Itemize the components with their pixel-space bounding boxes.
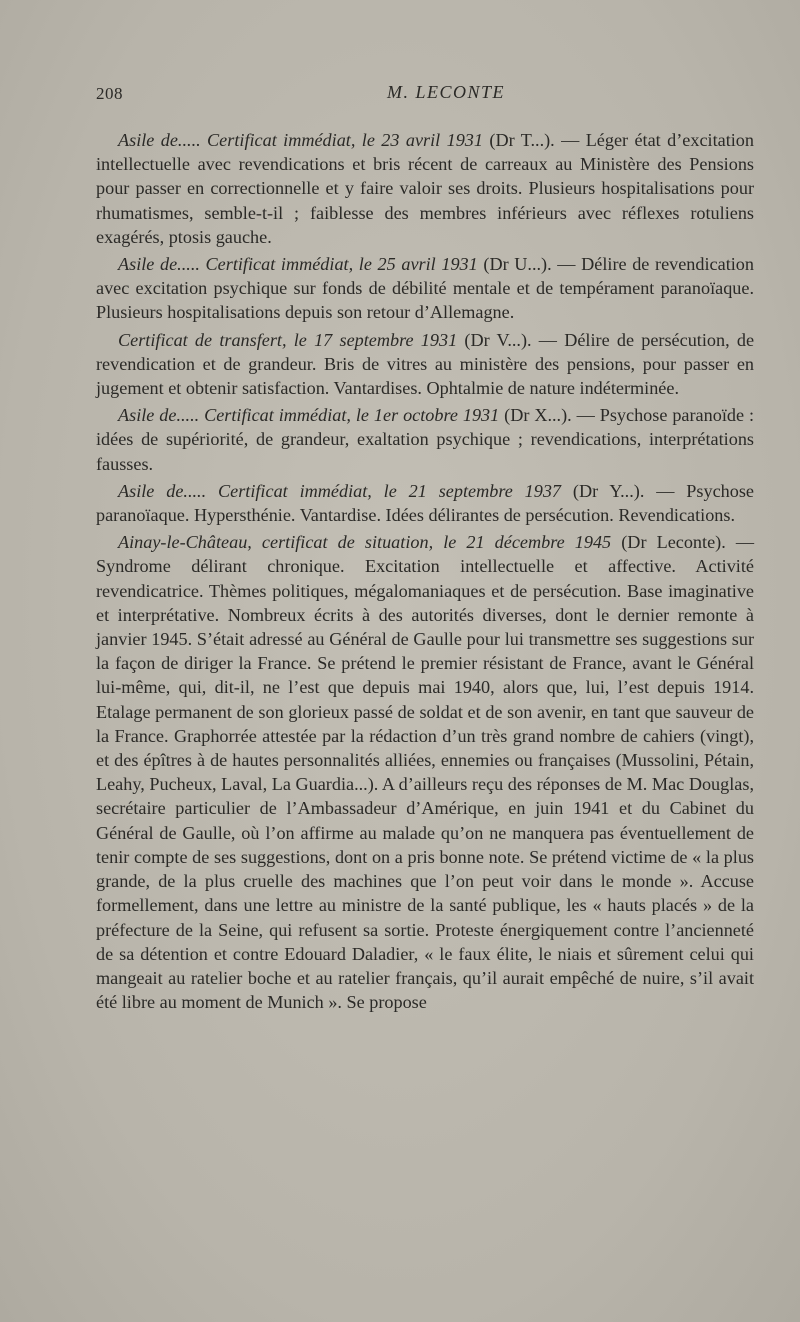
paragraph-certificate-1 — [96, 128, 754, 249]
paragraph-certificate-3 — [96, 328, 754, 401]
paragraph-certificate-4 — [96, 403, 754, 476]
paragraph-lead: Ainay-le-Château, certificat de situation, le 21 décembre 1945 — [118, 532, 612, 553]
paragraph-text: (Dr V...). — Délire de persécution, de revendication et de grandeur. Bris de vitres au ministère des pensions, pour passer en jugement et obtenir satisfaction. Vantardises. Ophtalmie de nature indéterminée. — [96, 329, 755, 399]
paragraph-certificate-2 — [96, 252, 754, 325]
paragraph-text: (Dr Y...). — Psychose paranoïaque. Hypersthénie. Vantardise. Idées délirantes de persécution. Revendications. — [96, 480, 754, 526]
paragraph-lead: Certificat de transfert, le 17 septembre 1931 — [118, 329, 458, 350]
paragraph-lead: Asile de..... Certificat immédiat, le 1er octobre 1931 — [118, 405, 500, 426]
paragraph-text: (Dr X...). — Psychose paranoïde : idées de supériorité, de grandeur, exaltation psychique ; revendications, interprétations fausses. — [96, 405, 755, 474]
page-header — [96, 80, 756, 110]
paragraph-lead: Asile de..... Certificat immédiat, le 25 avril 1931 — [118, 254, 478, 275]
paragraph-text: (Dr T...). — Léger état d’excitation intellectuelle avec revendications et bris récent de carreaux au Ministère des Pensions pour passer en correctionnelle et y faire valoir ses droits. Plusieurs hospitalisations pour rhumatismes, semble-t-il ; faiblesse des membres inférieurs avec réflexes rotuliens exagérés, ptosis gauche. — [96, 130, 754, 247]
page-body — [96, 128, 754, 1017]
paragraph-certificate-5 — [96, 479, 754, 527]
paragraph-lead: Asile de..... Certificat immédiat, le 23 avril 1931 — [118, 130, 483, 150]
page-number: 208 — [96, 84, 123, 103]
paragraph-text: (Dr Leconte). — Syndrome délirant chronique. Excitation intellectuelle et affective. Activité revendicatrice. Thèmes politiques, mégalomaniaques et de persécution. Base imaginative et interprétative. Nombreux écrits à des autorités diverses, dont le dernier remonte à janvier 1945. S’était adressé au Général de Gaulle pour lui transmettre ses suggestions sur la façon de diriger la France. Se prétend le premier résistant de France, avant le Général lui-même, qui, dit-il, ne l’est que depuis mai 1940, alors que, lui, l’est depuis 1914. Etalage permanent de son glorieux passé de soldat et de son avenir, en tant que sauveur de la France. Graphorrée attestée par la rédaction d’un très grand nombre de cahiers (vingt), et des épîtres à de hautes personnalités alliées, ennemies ou françaises (Mussolini, Pétain, Leahy, Pucheux, Laval, La Guardia...). A d’ailleurs reçu des réponses de M. Mac Douglas, secrétaire particulier de l’Ambassadeur d’Amérique, en juin 1941 et du Cabinet du Général de Gaulle, où l’on affirme au malade qu’on ne manquera pas éventuellement de tenir compte de ses suggestions, dont on a pris bonne note. Se prétend victime de « la plus grande, de la plus cruelle des machines que l’on peut voir dans le monde ». Accuse formellement, dans une lettre au ministre de la santé publique, les « hauts placés » de la préfecture de la Seine, qui refusent sa sortie. Proteste énergiquement contre l’ancienneté de sa détention et contre Edouard Daladier, « le faux élite, le niais et sûrement celui qui mangeait au ratelier boche et au ratelier français, qu’il aurait empêché de nuire, s’il avait été libre au moment de Munich ». Se propose — [96, 532, 755, 1013]
paragraph-text: (Dr U...). — Délire de revendication avec excitation psychique sur fonds de débilité mentale et de tempérament paranoïaque. Plusieurs hospitalisations depuis son retour d’Allemagne. — [96, 254, 754, 323]
paragraph-certificate-6 — [96, 530, 754, 1014]
paragraph-lead: Asile de..... Certificat immédiat, le 21 septembre 1937 — [118, 480, 562, 501]
running-head: M. LECONTE — [386, 82, 506, 102]
